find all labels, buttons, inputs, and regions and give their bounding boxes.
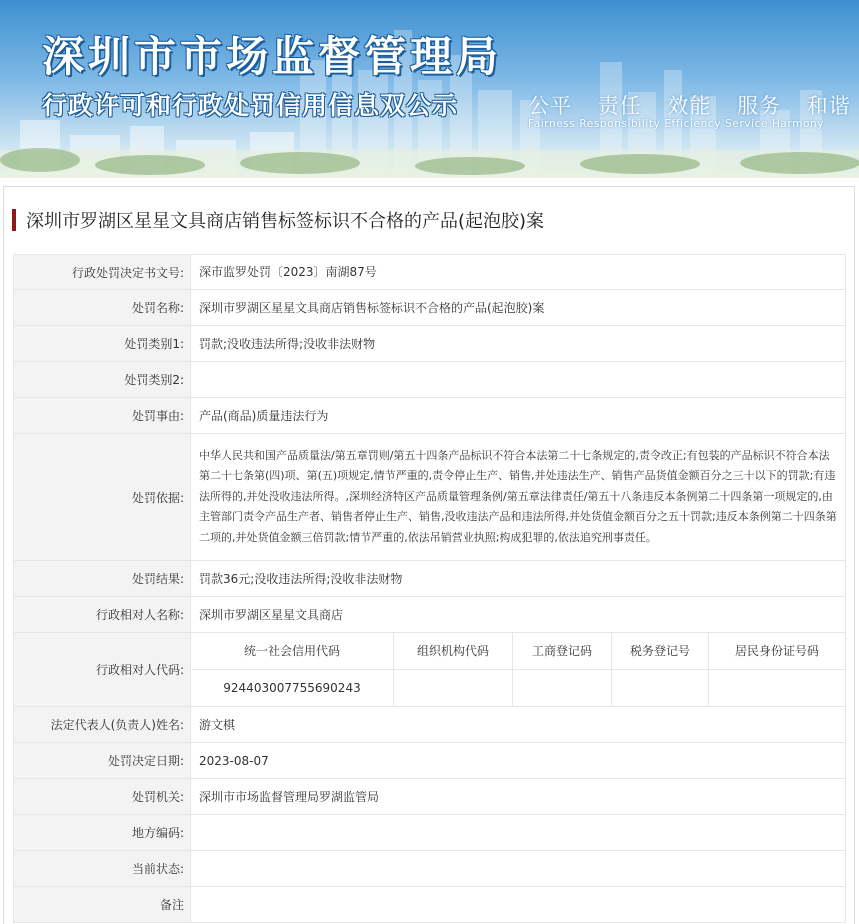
field-label: 处罚结果: [14,561,191,597]
code-value [612,670,709,707]
site-subtitle: 行政许可和行政处罚信用信息双公示 [42,91,459,120]
table-row [14,434,846,561]
table-row [14,779,846,815]
table-row [14,290,846,326]
code-header: 居民身份证号码 [709,633,846,670]
table-row [14,851,846,887]
page-title-row [12,209,544,231]
table-row [14,887,846,923]
table-row [14,633,846,707]
table-row [14,707,846,743]
field-label: 当前状态: [14,851,191,887]
slogan-word: 责任 [597,94,642,118]
site-title: 深圳市市场监督管理局 [42,32,503,81]
slogan-word: 公平 [528,94,572,118]
field-value: 罚款36元;没收违法所得;没收非法财物 [191,561,846,597]
field-label: 处罚类别1: [14,326,191,362]
field-value: 罚款;没收违法所得;没收非法财物 [191,326,846,362]
table-row [14,815,846,851]
title-accent-bar [12,209,16,231]
field-label: 处罚依据: [14,434,191,561]
field-label: 处罚决定日期: [14,743,191,779]
party-codes-table [191,633,845,706]
field-value: 深圳市市场监督管理局罗湖监管局 [191,779,846,815]
page-title: 深圳市罗湖区星星文具商店销售标签标识不合格的产品(起泡胶)案 [26,211,545,232]
field-value: 深圳市罗湖区星星文具商店销售标签标识不合格的产品(起泡胶)案 [191,290,846,326]
code-header: 工商登记码 [513,633,612,670]
field-label: 处罚类别2: [14,362,191,398]
table-row [14,561,846,597]
field-label: 地方编码: [14,815,191,851]
field-value: 深市监罗处罚〔2023〕南湖87号 [191,255,846,290]
code-value: 924403007755690243 [191,670,394,707]
code-value [709,670,846,707]
table-row [14,326,846,362]
slogan-word: 服务 [737,94,782,118]
field-label: 处罚机关: [14,779,191,815]
slogan-en: Fairness Responsibility Efficiency Service Harmony [528,118,825,130]
slogan-cn [528,90,859,120]
field-label: 行政相对人代码: [14,633,191,707]
field-label: 行政相对人名称: [14,597,191,633]
code-header: 组织机构代码 [394,633,513,670]
field-value [191,815,846,851]
field-value [191,362,846,398]
field-value: 游文棋 [191,707,846,743]
field-label: 行政处罚决定书文号: [14,255,191,290]
field-value: 深圳市罗湖区星星文具商店 [191,597,846,633]
penalty-info-table [13,254,846,923]
table-row [14,398,846,434]
slogan-word: 和谐 [806,94,851,118]
table-row [14,743,846,779]
table-row [14,362,846,398]
code-value [394,670,513,707]
field-value: 产品(商品)质量违法行为 [191,398,846,434]
table-row [14,597,846,633]
slogan-word: 效能 [667,94,712,118]
table-row [14,255,846,290]
content-panel [3,186,855,924]
field-value: 2023-08-07 [191,743,846,779]
field-label: 处罚事由: [14,398,191,434]
field-label: 法定代表人(负责人)姓名: [14,707,191,743]
field-value [191,851,846,887]
field-label: 处罚名称: [14,290,191,326]
code-header: 统一社会信用代码 [191,633,394,670]
field-value: 中华人民共和国产品质量法/第五章罚则/第五十四条产品标识不符合本法第二十七条规定的,责令改正;有包装的产品标识不符合本法第二十七条第(四)项、第(五)项规定,情节严重的,责令停止生产、销售,并处违法生产、销售产品货值金额百分之三十以下的罚款;有违法所得的,并处没收违法所得。,深圳经济特区产品质量管理条例/第五章法律责任/第五十八条违反本条例第二十四条第一项规定的,由主管部门责令产品生产者、销售者停止生产、销售,没收违法产品和违法所得,并处货值金额百分之五十罚款;违反本条例第二十四条第二项的,并处货值金额三倍罚款;情节严重的,依法吊销营业执照;构成犯罪的,依法追究刑事责任。 [191,434,846,561]
party-code-cell [191,633,846,707]
header-banner [0,0,859,178]
code-header: 税务登记号 [612,633,709,670]
field-value [191,887,846,923]
code-value [513,670,612,707]
field-label: 备注 [14,887,191,923]
